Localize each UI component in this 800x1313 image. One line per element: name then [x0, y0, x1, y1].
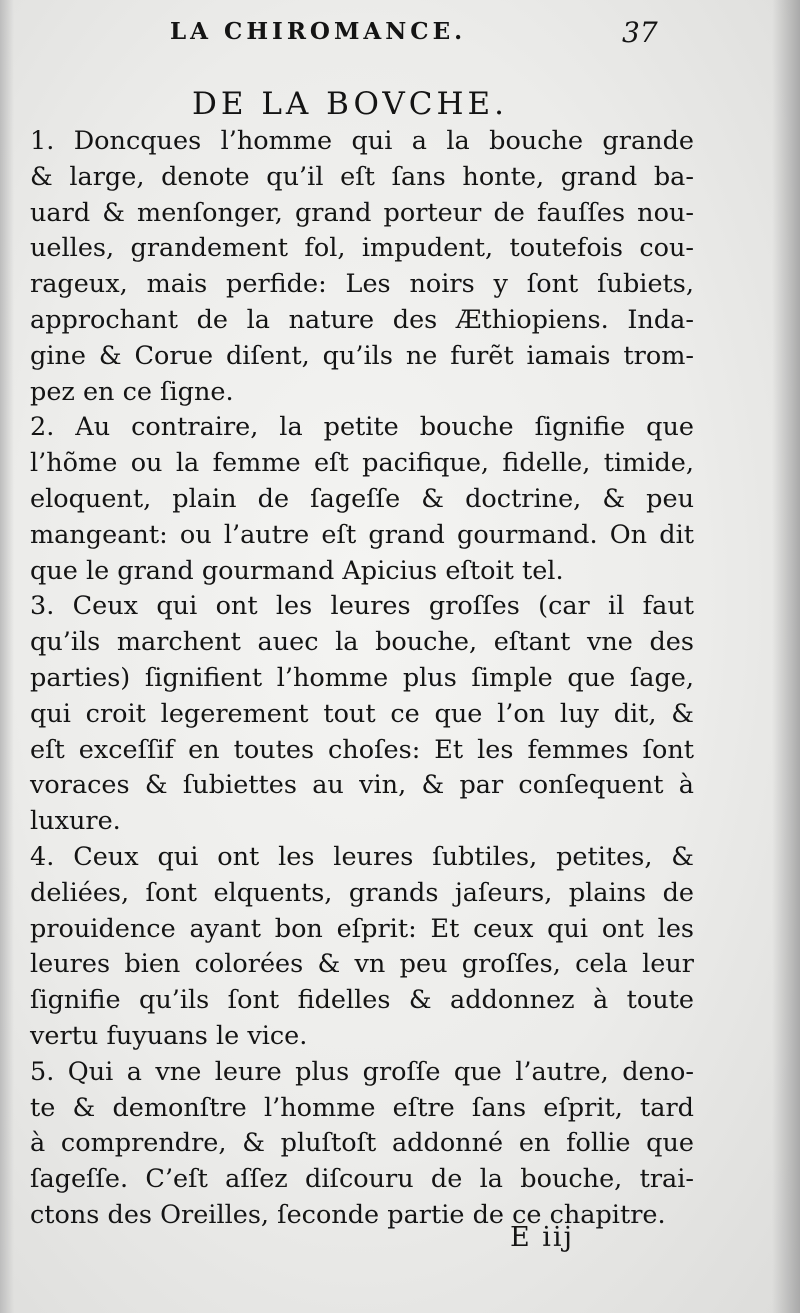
text-line: gine & Corue diſent, qu’ils ne furẽt iamais trom- [30, 340, 694, 371]
text-line: qu’ils marchent auec la bouche, eſtant vne des [30, 627, 694, 658]
text-line: qui croit legerement tout ce que l’on luy dit, & [30, 698, 694, 729]
text-line: 3. Ceux qui ont les leures groſſes (car il faut [30, 591, 694, 622]
text-line: vertu fuyuans le vice. [30, 1020, 308, 1051]
text-line: luxure. [30, 806, 121, 837]
text-line: uelles, grandement fol, impudent, toutefois cou- [30, 233, 694, 264]
text-line: à comprendre, & pluſtoſt addonné en follie que [30, 1128, 694, 1159]
paragraph-5 [30, 1055, 694, 1234]
text-line: & large, denote qu’il eſt ſans honte, grand ba- [30, 161, 694, 192]
page-edge-left-shadow [0, 0, 14, 1313]
text-line: uard & menſonger, grand porteur de fauſſes nou- [30, 197, 694, 228]
text-line: l’hõme ou la femme eſt pacifique, fidelle, timide, [30, 448, 694, 479]
text-line: prouidence ayant bon eſprit: Et ceux qui ont les [30, 913, 694, 944]
paragraph-2 [30, 410, 694, 589]
text-line: 2. Au contraire, la petite bouche ſignifie que [30, 412, 694, 443]
text-line: parties) ſignifient l’homme plus ſimple que ſage, [30, 662, 694, 693]
text-line: mangeant: ou l’autre eſt grand gourmand. On dit [30, 519, 694, 550]
page-edge-right-shadow [772, 0, 800, 1313]
text-line: 5. Qui a vne leure plus groſſe que l’autre, deno- [30, 1056, 694, 1087]
text-line: deliées, ſont elquents, grands jaſeurs, plains de [30, 877, 694, 908]
text-line: ſageſſe. C’eſt aſſez diſcouru de la bouche, trai- [30, 1164, 694, 1195]
paragraph-4 [30, 840, 694, 1055]
text-line: que le grand gourmand Apicius eſtoit tel. [30, 555, 564, 586]
text-line: ctons des Oreilles, ſeconde partie de ce chapitre. [30, 1199, 666, 1230]
text-line: rageux, mais perfide: Les noirs y ſont ſubiets, [30, 269, 694, 300]
text-line: voraces & ſubiettes au vin, & par conſequent à [30, 770, 694, 801]
text-line: 4. Ceux qui ont les leures ſubtiles, petites, & [30, 841, 694, 872]
paragraph-1 [30, 124, 694, 410]
paragraph-3 [30, 589, 694, 840]
text-line: leures bien colorées & vn peu groſſes, cela leur [30, 949, 694, 980]
text-line: 1. Doncques l’homme qui a la bouche grande [30, 126, 694, 156]
body-text [30, 124, 694, 1234]
text-line: approchant de la nature des Æthiopiens. Inda- [30, 304, 694, 335]
section-title: DE LA BOVCHE. [191, 86, 508, 122]
text-line: eloquent, plain de ſageſſe & doctrine, & peu [30, 483, 694, 514]
signature-mark: E iij [510, 1222, 574, 1253]
running-title: LA CHIROMANCE. [170, 18, 467, 45]
page-number: 37 [622, 16, 658, 49]
text-line: pez en ce ſigne. [30, 376, 234, 407]
text-line: ſignifie qu’ils ſont fidelles & addonnez à toute [30, 985, 694, 1016]
text-line: te & demonſtre l’homme eſtre ſans eſprit, tard [30, 1092, 694, 1123]
text-line: eſt exceſſif en toutes choſes: Et les femmes ſont [30, 734, 694, 765]
